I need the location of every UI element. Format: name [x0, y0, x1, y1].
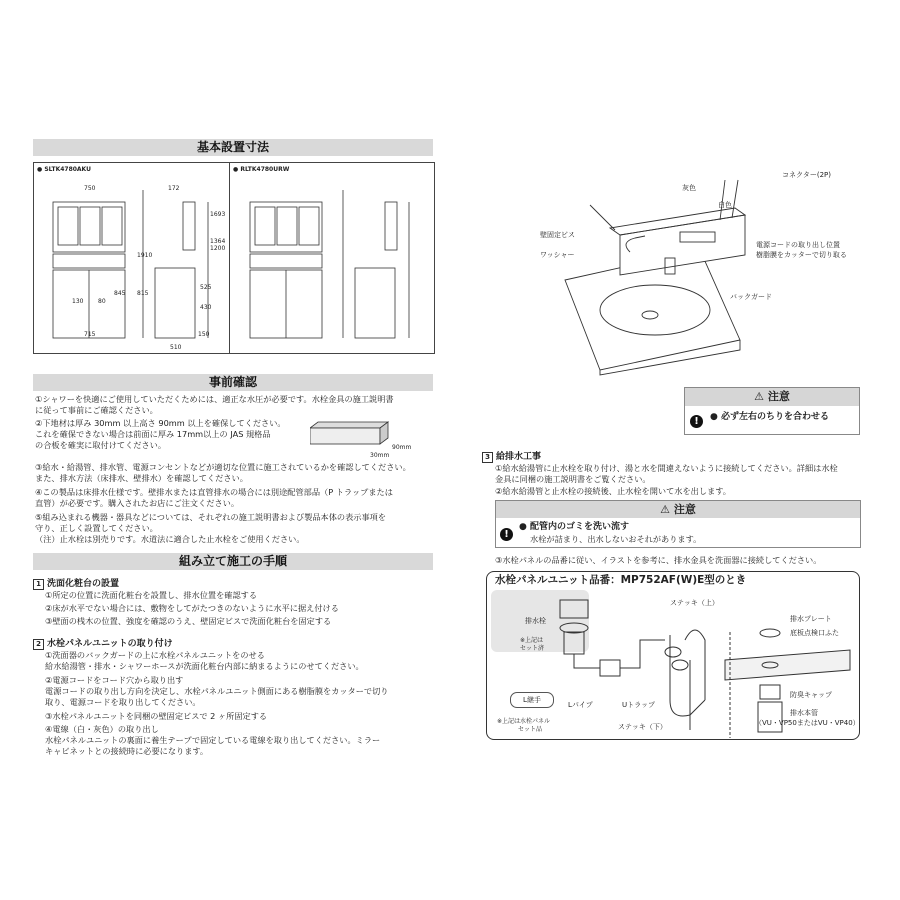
caution-2-text-1: ● 配管内のゴミを洗い流す — [519, 522, 629, 532]
precheck-line: ③給水・給湯管、排水管、電源コンセントなどが適切な位置に施工されているかを確認してください。 — [35, 462, 411, 472]
stick-top-label: ステッキ（上） — [670, 599, 719, 607]
step1-line: ③壁面の桟木の位置、強度を確認のうえ、壁固定ビスで洗面化粧台を固定する — [45, 616, 332, 626]
caution-2-text-2: 水栓が詰まり、出水しないおそれがあります。 — [530, 534, 702, 544]
step3-line: 金具に同梱の施工説明書をご覧ください。 — [495, 474, 651, 484]
dim-1693: 1693 — [210, 211, 226, 218]
step2-line: ③水栓パネルユニットを同梱の壁固定ビスで 2 ヶ所固定する — [45, 711, 268, 721]
dim-80: 80 — [98, 298, 106, 305]
precheck-line: （注）止水栓は別売りです。水道法に適合した止水栓をご使用ください。 — [35, 534, 305, 544]
l-joint-label: L継手 — [510, 692, 554, 708]
precheck-line: に従って事前にご確認ください。 — [35, 405, 158, 415]
dim-1200: 1200 — [210, 245, 226, 252]
assembly-header: 組み立て施工の手順 — [33, 553, 433, 570]
caution-1-header: ⚠ 注意 — [685, 388, 859, 406]
precheck-line: ⑤組み込まれる機器・器具などについては、それぞれの施工説明書および製品本体の表示事項を — [35, 512, 387, 522]
cord-note-2: 樹脂膜をカッターで切り取る — [756, 251, 847, 259]
dim-1364: 1364 — [210, 238, 226, 245]
drain-pipe-label: 排水本管 — [790, 709, 818, 717]
drain-plug-label: 排水栓 — [525, 617, 546, 625]
dim-150: 150 — [198, 331, 210, 338]
step1-title: 1 洗面化粧台の設置 — [33, 576, 119, 590]
stick-bottom-label: ステッキ（下） — [618, 723, 667, 731]
dim-130: 130 — [72, 298, 84, 305]
dim-90mm: 90mm — [392, 444, 412, 451]
precheck-line: また、排水方法（床排水、壁排水）を確認してください。 — [35, 473, 248, 483]
step2-line: ①洗面器のバックガードの上に水栓パネルユニットをのせる — [45, 650, 265, 660]
u-trap-label: Uトラップ — [622, 701, 655, 709]
precheck-line: ②下地材は厚み 30mm 以上高さ 90mm 以上を確保してください。 — [35, 418, 286, 428]
step1-line: ②床が水平でない場合には、敷物をしてがたつきのないように水平に据え付ける — [45, 603, 339, 613]
step2-line: キャビネットとの接続時に必要になります。 — [45, 746, 209, 756]
dim-750: 750 — [84, 185, 96, 192]
cord-note-1: 電源コードの取り出し位置 — [756, 241, 840, 249]
floor-cap-label: 底板点検口ふた — [790, 629, 839, 637]
pipe-spec-label: （VU・VP50またはVU・VP40） — [755, 719, 860, 727]
step2-title: 2 水栓パネルユニットの取り付け — [33, 636, 173, 650]
precheck-line: 守り、正しく設置してください。 — [35, 523, 158, 533]
dim-845: 845 — [114, 290, 126, 297]
dim-1910: 1910 — [137, 252, 153, 259]
step3-title: 3 給排水工事 — [482, 449, 541, 463]
drain-plate-label: 排水プレート — [790, 615, 832, 623]
dim-430: 430 — [200, 304, 212, 311]
white-wire-label: 白色 — [718, 201, 732, 209]
basic-dimensions-header: 基本設置寸法 — [33, 139, 433, 156]
l-pipe-label: Lパイプ — [568, 701, 593, 709]
step3-line: ②給水給湯管と止水栓の接続後、止水栓を開いて水を出します。 — [495, 486, 731, 496]
dim-715: 715 — [84, 331, 96, 338]
model-left-label: ● SLTK4780AKU — [37, 166, 91, 173]
preset-note-2: セット済 — [520, 645, 545, 652]
step3-line: ①給水給湯管に止水栓を取り付け、湯と水を間違えないように接続してください。詳細は水栓 — [495, 463, 838, 473]
step3-note: ③水栓パネルの品番に従い、イラストを参考に、排水金具を洗面器に接続してください。 — [495, 555, 822, 565]
step2-line: 電源コードの取り出し方向を決定し、水栓パネルユニット側面にある樹脂膜をカッターで切り — [45, 686, 389, 696]
dim-510: 510 — [170, 344, 182, 351]
caution-2-header: ⚠ 注意 — [496, 501, 860, 518]
step2-line: ④電線（白・灰色）の取り出し — [45, 724, 159, 734]
washer-label: ワッシャー — [540, 251, 575, 259]
connector-label: コネクター(2P) — [782, 171, 831, 179]
precheck-line: 直管）が必要です。購入されたお店にご注文ください。 — [35, 498, 240, 508]
exclamation-icon: ! — [690, 411, 703, 430]
dim-172: 172 — [168, 185, 180, 192]
gray-wire-label: 灰色 — [682, 184, 696, 192]
precheck-line: これを確保できない場合は前面に厚み 17mm以上の JAS 規格品 — [35, 429, 271, 439]
preset-note-1: ※上記は — [520, 637, 544, 644]
step2-line: 給水給湯管・排水・シャワーホースが洗面化粧台内部に納まるようにのせてください。 — [45, 661, 364, 671]
precheck-line: ①シャワーを快適にご使用していただくためには、適正な水圧が必要です。水栓金具の施工説明書 — [35, 394, 394, 404]
model-right-label: ● RLTK4780URW — [233, 166, 290, 173]
step2-line: 水栓パネルユニットの裏面に養生テープで固定している電線を取り出してください。ミラー — [45, 735, 381, 745]
precheck-line: ④この製品は床排水仕様です。壁排水または直管排水の場合には別途配管部品（P トラップまたは — [35, 487, 393, 497]
unit-box-title: 水栓パネルユニット品番：MP752AF(W)E型のとき — [495, 574, 747, 586]
base-board-figure — [310, 420, 390, 456]
dim-525: 525 — [200, 284, 212, 291]
faucet-panel-figure — [560, 160, 860, 390]
step1-line: ①所定の位置に洗面化粧台を設置し、排水位置を確認する — [45, 590, 258, 600]
dim-815: 815 — [137, 290, 149, 297]
odor-cap-label: 防臭キャップ — [790, 691, 832, 699]
precheck-header: 事前確認 — [33, 374, 433, 391]
precheck-line: の合板を確実に取付けてください。 — [35, 440, 167, 450]
exclamation-icon: ! — [500, 524, 513, 543]
caution-1-text: ● 必ず左右のちりを合わせる — [710, 412, 829, 422]
backguard-label: バックガード — [730, 293, 772, 301]
step2-line: 取り、電源コードを取り出してください。 — [45, 697, 201, 707]
wall-screw-label: 壁固定ビス — [540, 231, 575, 239]
panel-note-2: セット品 — [518, 726, 543, 733]
step2-line: ②電源コードをコード穴から取り出す — [45, 675, 184, 685]
dim-30mm: 30mm — [370, 452, 390, 459]
panel-note-1: ※上記は水栓パネル — [497, 718, 551, 725]
